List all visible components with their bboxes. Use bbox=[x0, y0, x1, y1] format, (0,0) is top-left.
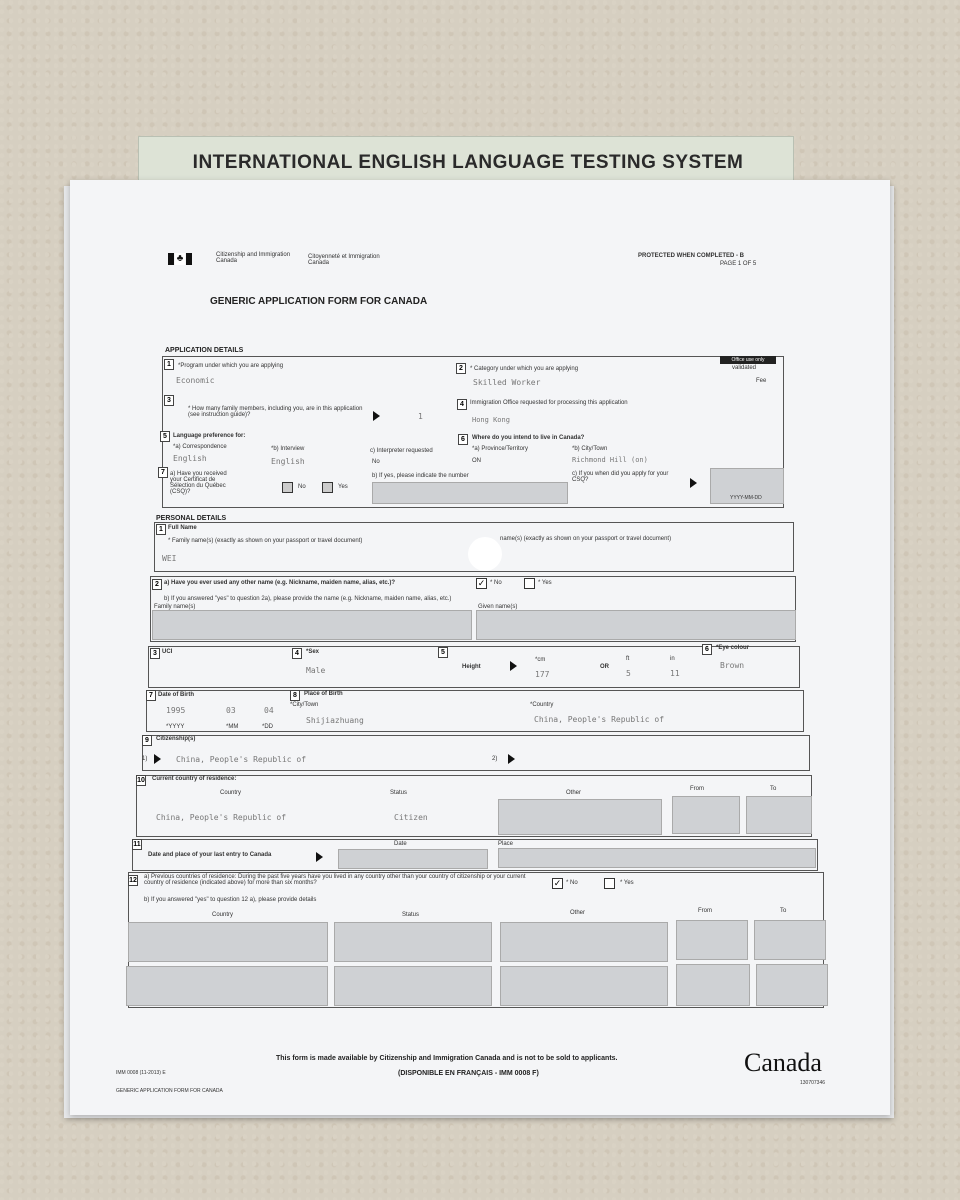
birth-city-field[interactable]: Shijiazhuang bbox=[306, 716, 364, 725]
or-label: OR bbox=[600, 664, 609, 670]
form-title: GENERIC APPLICATION FORM FOR CANADA bbox=[210, 296, 428, 307]
dob-year-field[interactable]: 1995 bbox=[166, 706, 186, 715]
footer-french: (DISPONIBLE EN FRANÇAIS - IMM 0008 F) bbox=[398, 1070, 539, 1077]
mm-label: *MM bbox=[226, 724, 239, 730]
q7c-label: c) If you when did you apply for your CSQ? bbox=[572, 471, 669, 483]
previous-residence-no-label: * No bbox=[566, 880, 578, 886]
org-french: Citoyenneté et Immigration Canada bbox=[308, 254, 380, 266]
arrow-icon bbox=[690, 478, 697, 488]
q3-label: * How many family members, including you, are in this application (see instruction guide)? bbox=[188, 406, 363, 418]
arrow-icon bbox=[316, 852, 323, 862]
dob-day-field[interactable]: 04 bbox=[264, 706, 274, 715]
q6a-label: *a) Province/Territory bbox=[472, 446, 529, 452]
q-number: 8 bbox=[290, 690, 300, 701]
q-number: 3 bbox=[164, 395, 174, 406]
q-number: 12 bbox=[129, 877, 137, 884]
q7a-label: a) Have you received your Certificat de Sélection du Québec (CSQ)? bbox=[170, 471, 227, 495]
col-country: Country bbox=[212, 912, 234, 918]
uci-label: UCI bbox=[162, 649, 173, 655]
q2-label: * Category under which you are applying bbox=[470, 366, 579, 372]
validated-label: validated bbox=[732, 365, 757, 371]
citizenship-2-label: 2) bbox=[492, 756, 498, 762]
program-field[interactable]: Economic bbox=[176, 376, 215, 385]
section-application-details: APPLICATION DETAILS bbox=[165, 347, 244, 354]
col-from: From bbox=[690, 786, 704, 792]
q-number: 1 bbox=[156, 524, 166, 535]
q-number: 5 bbox=[160, 431, 170, 442]
residence-from-field[interactable] bbox=[672, 796, 740, 834]
page-number: PAGE 1 OF 5 bbox=[720, 261, 757, 267]
csq-yes-label: Yes bbox=[338, 484, 348, 490]
col-status: Status bbox=[390, 790, 408, 796]
form-page bbox=[70, 180, 890, 1115]
birth-city-label: *City/Town bbox=[290, 702, 319, 708]
canada-wordmark: Canada bbox=[744, 1048, 822, 1077]
arrow-icon bbox=[508, 754, 515, 764]
prev-status-1-field[interactable] bbox=[334, 922, 492, 962]
date-format-label: YYYY-MM-DD bbox=[730, 495, 762, 501]
height-in-field[interactable]: 11 bbox=[670, 669, 680, 678]
prev-to-1-field[interactable] bbox=[754, 920, 826, 960]
citizenship-frame bbox=[142, 735, 810, 771]
q6-label: Where do you intend to live in Canada? bbox=[472, 435, 585, 441]
residence-status-field[interactable]: Citizen bbox=[394, 813, 428, 822]
q-number: 7 bbox=[158, 467, 168, 478]
arrow-icon bbox=[510, 661, 517, 671]
ft-label: ft bbox=[626, 656, 630, 662]
in-label: in bbox=[670, 656, 675, 662]
barcode-number: 130707346 bbox=[800, 1080, 826, 1086]
cm-label: *cm bbox=[535, 657, 546, 663]
previous-residence-yes-label: * Yes bbox=[620, 880, 634, 886]
section-personal-details: PERSONAL DETAILS bbox=[156, 515, 227, 522]
fee-label: Fee bbox=[756, 378, 767, 384]
yyyy-label: *YYYY bbox=[166, 724, 185, 730]
form-code: IMM 0008 (11-2013) E bbox=[116, 1070, 166, 1076]
interpreter-field[interactable]: No bbox=[372, 459, 380, 465]
q-number: 9 bbox=[142, 735, 152, 746]
col-country: Country bbox=[220, 790, 242, 796]
entry-date-field[interactable] bbox=[338, 849, 488, 869]
interview-field[interactable]: English bbox=[271, 457, 305, 466]
given-name-label: name(s) (exactly as shown on your passport or travel document) bbox=[500, 536, 672, 542]
q-number: 4 bbox=[457, 399, 467, 410]
other-given-name-field[interactable] bbox=[476, 610, 796, 640]
prev-to-2-field[interactable] bbox=[756, 964, 828, 1006]
q5a-label: *a) Correspondence bbox=[173, 444, 227, 450]
q6b-label: *b) City/Town bbox=[572, 446, 608, 452]
pd-q2b-label: b) If you answered "yes" to question 2a), please provide the name (e.g. Nickname, maiden name, alias, etc.) bbox=[164, 596, 452, 602]
category-field[interactable]: Skilled Worker bbox=[473, 378, 541, 387]
other-name-no-checkbox[interactable]: ✓ bbox=[477, 578, 486, 588]
sex-field[interactable]: Male bbox=[306, 666, 326, 675]
citizenship-1-label: 1) bbox=[142, 756, 148, 762]
citizenship-1-field[interactable]: China, People's Republic of bbox=[176, 755, 307, 764]
arrow-icon bbox=[154, 754, 161, 764]
prev-country-1-field[interactable] bbox=[128, 922, 328, 962]
pd-q1-label: Full Name bbox=[168, 525, 197, 531]
eye-colour-label: *Eye colour bbox=[716, 645, 750, 651]
q-number: 10 bbox=[137, 777, 145, 784]
entry-place-label: Place bbox=[498, 841, 514, 847]
protected-label: PROTECTED WHEN COMPLETED - B bbox=[638, 253, 744, 259]
office-field[interactable]: Hong Kong bbox=[472, 416, 510, 424]
col-to: To bbox=[780, 908, 787, 914]
q5c-label: c) Interpreter requested bbox=[370, 448, 433, 454]
col-status: Status bbox=[402, 912, 420, 918]
citizenship-label: Citizenship(s) bbox=[156, 736, 196, 742]
province-field[interactable]: ON bbox=[472, 458, 481, 464]
redaction-dot bbox=[468, 537, 502, 571]
q-number: 1 bbox=[164, 359, 174, 370]
q4-label: Immigration Office requested for processing this application bbox=[470, 400, 628, 406]
pd-q2-label: a) Have you ever used any other name (e.g. Nickname, maiden name, alias, etc.)? bbox=[164, 580, 396, 586]
q1-label: *Program under which you are applying bbox=[178, 363, 284, 369]
q-number: 3 bbox=[150, 648, 160, 659]
correspondence-field[interactable]: English bbox=[173, 454, 207, 463]
q-number: 6 bbox=[458, 434, 468, 445]
org-english: Citizenship and Immigration Canada bbox=[216, 252, 291, 264]
entry-date-label: Date bbox=[394, 841, 407, 847]
q7b-label: b) If yes, please indicate the number bbox=[372, 473, 469, 479]
col-other: Other bbox=[570, 910, 586, 916]
csq-number-field[interactable] bbox=[372, 482, 568, 504]
prev-from-2-field[interactable] bbox=[676, 964, 750, 1006]
q5b-label: *b) Interview bbox=[271, 446, 305, 452]
last-entry-label: Date and place of your last entry to Canada bbox=[148, 852, 272, 858]
dd-label: *DD bbox=[262, 724, 274, 730]
family-name-field[interactable]: WEI bbox=[162, 554, 177, 563]
place-of-birth-label: Place of Birth bbox=[304, 691, 343, 697]
footer-form-name: GENERIC APPLICATION FORM FOR CANADA bbox=[116, 1088, 223, 1094]
family-names-label: Family name(s) bbox=[154, 604, 196, 610]
height-ft-field[interactable]: 5 bbox=[626, 669, 631, 678]
q-number: 5 bbox=[438, 647, 448, 658]
prev-from-1-field[interactable] bbox=[676, 920, 748, 960]
csq-no-checkbox[interactable] bbox=[282, 482, 293, 493]
prev-other-1-field[interactable] bbox=[500, 922, 668, 962]
office-use-tag: Office use only bbox=[720, 356, 776, 364]
other-name-yes-checkbox[interactable] bbox=[524, 578, 535, 589]
arrow-icon bbox=[373, 411, 380, 421]
prev-status-2-field[interactable] bbox=[334, 966, 492, 1006]
previous-residence-no-checkbox[interactable]: ✓ bbox=[553, 878, 562, 888]
given-names-label: Given name(s) bbox=[478, 604, 518, 610]
eye-colour-field[interactable]: Brown bbox=[720, 661, 745, 670]
prev-country-2-field[interactable] bbox=[126, 966, 328, 1006]
residence-to-field[interactable] bbox=[746, 796, 812, 834]
csq-no-label: No bbox=[298, 484, 306, 490]
csq-yes-checkbox[interactable] bbox=[322, 482, 333, 493]
col-from: From bbox=[698, 908, 712, 914]
family-members-field[interactable]: 1 bbox=[418, 412, 423, 421]
residence-country-field[interactable]: China, People's Republic of bbox=[156, 813, 287, 822]
dob-month-field[interactable]: 03 bbox=[226, 706, 236, 715]
q-number: 6 bbox=[702, 644, 712, 655]
previous-residence-question: a) Previous countries of residence: During the past five years have you lived in any country other than your country of citizenship or your current country of residence (indicated above) for more than six months? bbox=[144, 874, 526, 886]
ielts-banner: INTERNATIONAL ENGLISH LANGUAGE TESTING SYSTEM bbox=[192, 152, 744, 173]
q-number: 2 bbox=[456, 363, 466, 374]
q-number: 4 bbox=[292, 648, 302, 659]
previous-residence-details-label: b) If you answered "yes" to question 12 a), please provide details bbox=[144, 897, 317, 903]
canada-flag-icon: ♣ bbox=[168, 253, 192, 265]
birth-country-label: *Country bbox=[530, 702, 554, 708]
height-cm-field[interactable]: 177 bbox=[535, 670, 550, 679]
residence-other-field[interactable] bbox=[498, 799, 662, 835]
other-name-no-label: * No bbox=[490, 580, 502, 586]
q-number: 7 bbox=[146, 690, 156, 701]
q5-label: Language preference for: bbox=[173, 433, 246, 439]
prev-other-2-field[interactable] bbox=[500, 966, 668, 1006]
other-name-yes-label: * Yes bbox=[538, 580, 552, 586]
previous-residence-yes-checkbox[interactable] bbox=[604, 878, 615, 889]
footer-notice: This form is made available by Citizenship and Immigration Canada and is not to be sold to applicants. bbox=[276, 1055, 618, 1062]
family-name-label: * Family name(s) (exactly as shown on your passport or travel document) bbox=[168, 538, 363, 544]
col-other: Other bbox=[566, 790, 582, 796]
col-to: To bbox=[770, 786, 777, 792]
dob-label: Date of Birth bbox=[158, 692, 194, 698]
birth-row-frame bbox=[146, 690, 804, 732]
q-number: 11 bbox=[133, 841, 141, 848]
other-family-name-field[interactable] bbox=[152, 610, 472, 640]
q-number: 2 bbox=[152, 579, 162, 590]
sex-label: *Sex bbox=[306, 649, 320, 655]
birth-country-field[interactable]: China, People's Republic of bbox=[534, 715, 665, 724]
height-label: Height bbox=[462, 664, 481, 670]
entry-place-field[interactable] bbox=[498, 848, 816, 868]
residence-label: Current country of residence: bbox=[152, 776, 237, 782]
city-field[interactable]: Richmond Hill (on) bbox=[572, 456, 648, 464]
